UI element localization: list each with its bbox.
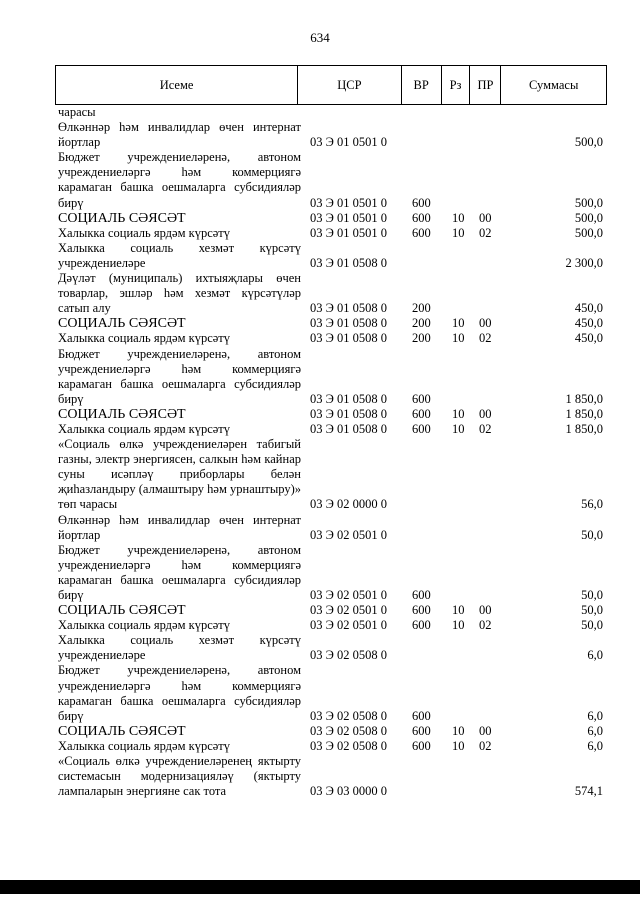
row-csr: 03 Э 01 0508 0 <box>310 406 388 421</box>
row-csr: 03 Э 01 0508 0 <box>310 255 388 270</box>
row-csr: 03 Э 01 0508 0 <box>310 331 388 346</box>
row-sum: 500,0 <box>574 210 603 225</box>
row-sum: 6,0 <box>587 723 603 738</box>
row-sum: 500,0 <box>574 225 603 240</box>
row-csr: 03 Э 01 0508 0 <box>310 391 388 406</box>
row-name: Халыкка социаль ярдәм күрсәтү <box>58 738 231 753</box>
table-row <box>58 316 603 331</box>
row-name: СОЦИАЛЬ СӘЯСӘТ <box>58 406 186 422</box>
row-rz: 10 <box>452 225 465 240</box>
row-name: СОЦИАЛЬ СӘЯСӘТ <box>58 316 186 332</box>
row-vr: 200 <box>412 316 431 331</box>
row-vr: 600 <box>412 210 431 225</box>
row-name: Бюджет учреждениеләренә, автоном учреждениеләргә һәм коммерциягә карамаган башка оешмаларга субсидияләр бирү <box>58 150 301 210</box>
row-sum: 50,0 <box>581 603 603 618</box>
row-sum: 50,0 <box>581 618 603 633</box>
table-row <box>58 120 603 150</box>
row-pr: 00 <box>479 406 492 421</box>
row-pr: 00 <box>479 316 492 331</box>
row-csr: 03 Э 01 0508 0 <box>310 316 388 331</box>
table-row <box>58 422 603 437</box>
row-csr: 03 Э 02 0501 0 <box>310 603 388 618</box>
table-row <box>58 347 603 407</box>
row-rz: 10 <box>452 316 465 331</box>
row-csr: 03 Э 02 0501 0 <box>310 618 388 633</box>
row-pr: 02 <box>479 618 492 633</box>
row-vr: 600 <box>412 588 431 602</box>
row-csr: 03 Э 02 0508 0 <box>310 648 388 663</box>
header-sum: Суммасы <box>529 77 579 92</box>
row-name: Бюджет учреждениеләренә, автоном учреждениеләргә һәм коммерциягә карамаган башка оешмаларга субсидияләр бирү <box>58 542 301 602</box>
row-csr: 03 Э 02 0501 0 <box>310 527 388 542</box>
row-name: Дәүләт (муниципаль) ихтыяҗлары өчен товарлар, эшләр һәм хезмәт күрсәтүләр сатып алу <box>58 271 301 316</box>
row-rz: 10 <box>452 210 465 225</box>
table-row <box>58 618 603 633</box>
row-sum: 450,0 <box>574 301 603 316</box>
row-sum: 500,0 <box>574 135 603 150</box>
row-vr: 600 <box>412 618 431 633</box>
table-row <box>58 331 603 346</box>
scan-edge-bar <box>0 880 640 894</box>
row-csr: 03 Э 01 0501 0 <box>310 135 388 150</box>
row-vr: 600 <box>412 391 431 406</box>
table-row <box>58 603 603 618</box>
row-sum: 2 300,0 <box>565 255 603 270</box>
row-name: чарасы <box>58 105 96 119</box>
header-csr: ЦСР <box>298 66 402 104</box>
row-name: Бюджет учреждениеләренә, автоном учреждениеләргә һәм коммерциягә карамаган башка оешмаларга субсидияләр бирү <box>58 346 301 406</box>
row-pr: 00 <box>479 723 492 738</box>
row-csr: 03 Э 01 0508 0 <box>310 301 388 316</box>
row-rz: 10 <box>452 618 465 633</box>
row-sum: 1 850,0 <box>565 391 603 406</box>
row-vr: 200 <box>412 301 431 316</box>
row-vr: 200 <box>412 331 431 346</box>
row-csr: 03 Э 01 0501 0 <box>310 225 388 240</box>
row-sum: 6,0 <box>587 708 603 723</box>
row-vr: 600 <box>412 723 431 738</box>
row-rz: 10 <box>452 723 465 738</box>
row-name: Халыкка социаль ярдәм күрсәтү <box>58 225 231 240</box>
row-sum: 50,0 <box>581 527 603 542</box>
row-pr: 02 <box>479 421 492 436</box>
row-name: Бюджет учреждениеләренә, автоном учреждениеләргә һәм коммерциягә карамаган башка оешмаларга субсидияләр бирү <box>58 663 301 723</box>
row-name: Халыкка социаль хезмәт күрсәтү учреждениеләре <box>58 240 301 270</box>
row-sum: 50,0 <box>581 588 603 602</box>
header-pr: ПР <box>470 66 501 104</box>
row-name: Халыкка социаль ярдәм күрсәтү <box>58 331 231 346</box>
table-row <box>58 407 603 422</box>
table-row <box>58 271 603 316</box>
row-name: СОЦИАЛЬ СӘЯСӘТ <box>58 603 186 619</box>
row-pr: 00 <box>479 210 492 225</box>
table-row <box>58 543 603 603</box>
table-row <box>58 241 603 271</box>
row-rz: 10 <box>452 406 465 421</box>
row-rz: 10 <box>452 421 465 436</box>
row-csr: 03 Э 01 0508 0 <box>310 421 388 436</box>
table-row <box>58 437 603 512</box>
row-sum: 6,0 <box>587 648 603 663</box>
row-csr: 03 Э 02 0508 0 <box>310 738 388 753</box>
row-pr: 02 <box>479 738 492 753</box>
row-vr: 600 <box>412 738 431 753</box>
row-name: СОЦИАЛЬ СӘЯСӘТ <box>58 210 186 226</box>
row-name: Өлкәннәр һәм инвалидлар өчен интернат йортлар <box>58 512 301 542</box>
row-sum: 1 850,0 <box>565 421 603 436</box>
table-row <box>58 226 603 241</box>
row-name: СОЦИАЛЬ СӘЯСӘТ <box>58 723 186 739</box>
row-name: «Социаль өлкә учреждениеләрен табигый газны, электр энергиясен, салкын һәм кайнар суны исәпләү приборлары белән җиһазландыру (алмаштыру һәм урнаштыру)» төп чарасы <box>58 437 301 512</box>
row-rz: 10 <box>452 331 465 346</box>
row-rz: 10 <box>452 738 465 753</box>
table-row <box>58 150 603 210</box>
table-header <box>55 65 607 105</box>
row-csr: 03 Э 01 0501 0 <box>310 210 388 225</box>
row-sum: 450,0 <box>574 316 603 331</box>
table-row <box>58 211 603 226</box>
row-sum: 56,0 <box>581 497 603 512</box>
page-number: 634 <box>310 30 330 45</box>
row-csr: 03 Э 01 0501 0 <box>310 195 388 210</box>
table-body <box>58 105 603 799</box>
row-name: Халыкка социаль ярдәм күрсәтү <box>58 421 231 436</box>
row-vr: 600 <box>412 195 431 210</box>
row-csr: 03 Э 02 0508 0 <box>310 708 388 723</box>
row-name: Халыкка социаль ярдәм күрсәтү <box>58 618 231 633</box>
row-vr: 600 <box>412 421 431 436</box>
row-sum: 1 850,0 <box>565 406 603 421</box>
row-pr: 00 <box>479 603 492 618</box>
row-name: «Социаль өлкә учреждениеләренең яктырту системасын модернизацияләү (яктырту лампаларын энергияне сак тота <box>58 754 301 799</box>
row-rz: 10 <box>452 603 465 618</box>
row-name: Халыкка социаль хезмәт күрсәтү учреждениеләре <box>58 633 301 663</box>
row-vr: 600 <box>412 406 431 421</box>
row-name: Өлкәннәр һәм инвалидлар өчен интернат йортлар <box>58 120 301 150</box>
table-row <box>58 513 603 543</box>
row-vr: 600 <box>412 708 431 723</box>
table-row <box>58 754 603 799</box>
row-csr: 03 Э 02 0508 0 <box>310 723 388 738</box>
row-pr: 02 <box>479 331 492 346</box>
row-pr: 02 <box>479 225 492 240</box>
row-sum: 500,0 <box>574 195 603 210</box>
table-row <box>58 633 603 663</box>
row-vr: 600 <box>412 225 431 240</box>
row-vr: 600 <box>412 603 431 618</box>
row-sum: 6,0 <box>587 738 603 753</box>
header-rz: Рз <box>442 66 471 104</box>
header-vr: ВР <box>402 66 442 104</box>
table-row <box>58 739 603 754</box>
table-row <box>58 663 603 723</box>
row-sum: 574,1 <box>574 784 603 799</box>
table-row <box>58 724 603 739</box>
row-csr: 03 Э 03 0000 0 <box>310 784 388 799</box>
row-csr: 03 Э 02 0000 0 <box>310 497 388 512</box>
row-csr: 03 Э 02 0501 0 <box>310 588 388 602</box>
header-name: Исеме <box>56 66 298 104</box>
table-row <box>58 105 603 120</box>
row-sum: 450,0 <box>574 331 603 346</box>
